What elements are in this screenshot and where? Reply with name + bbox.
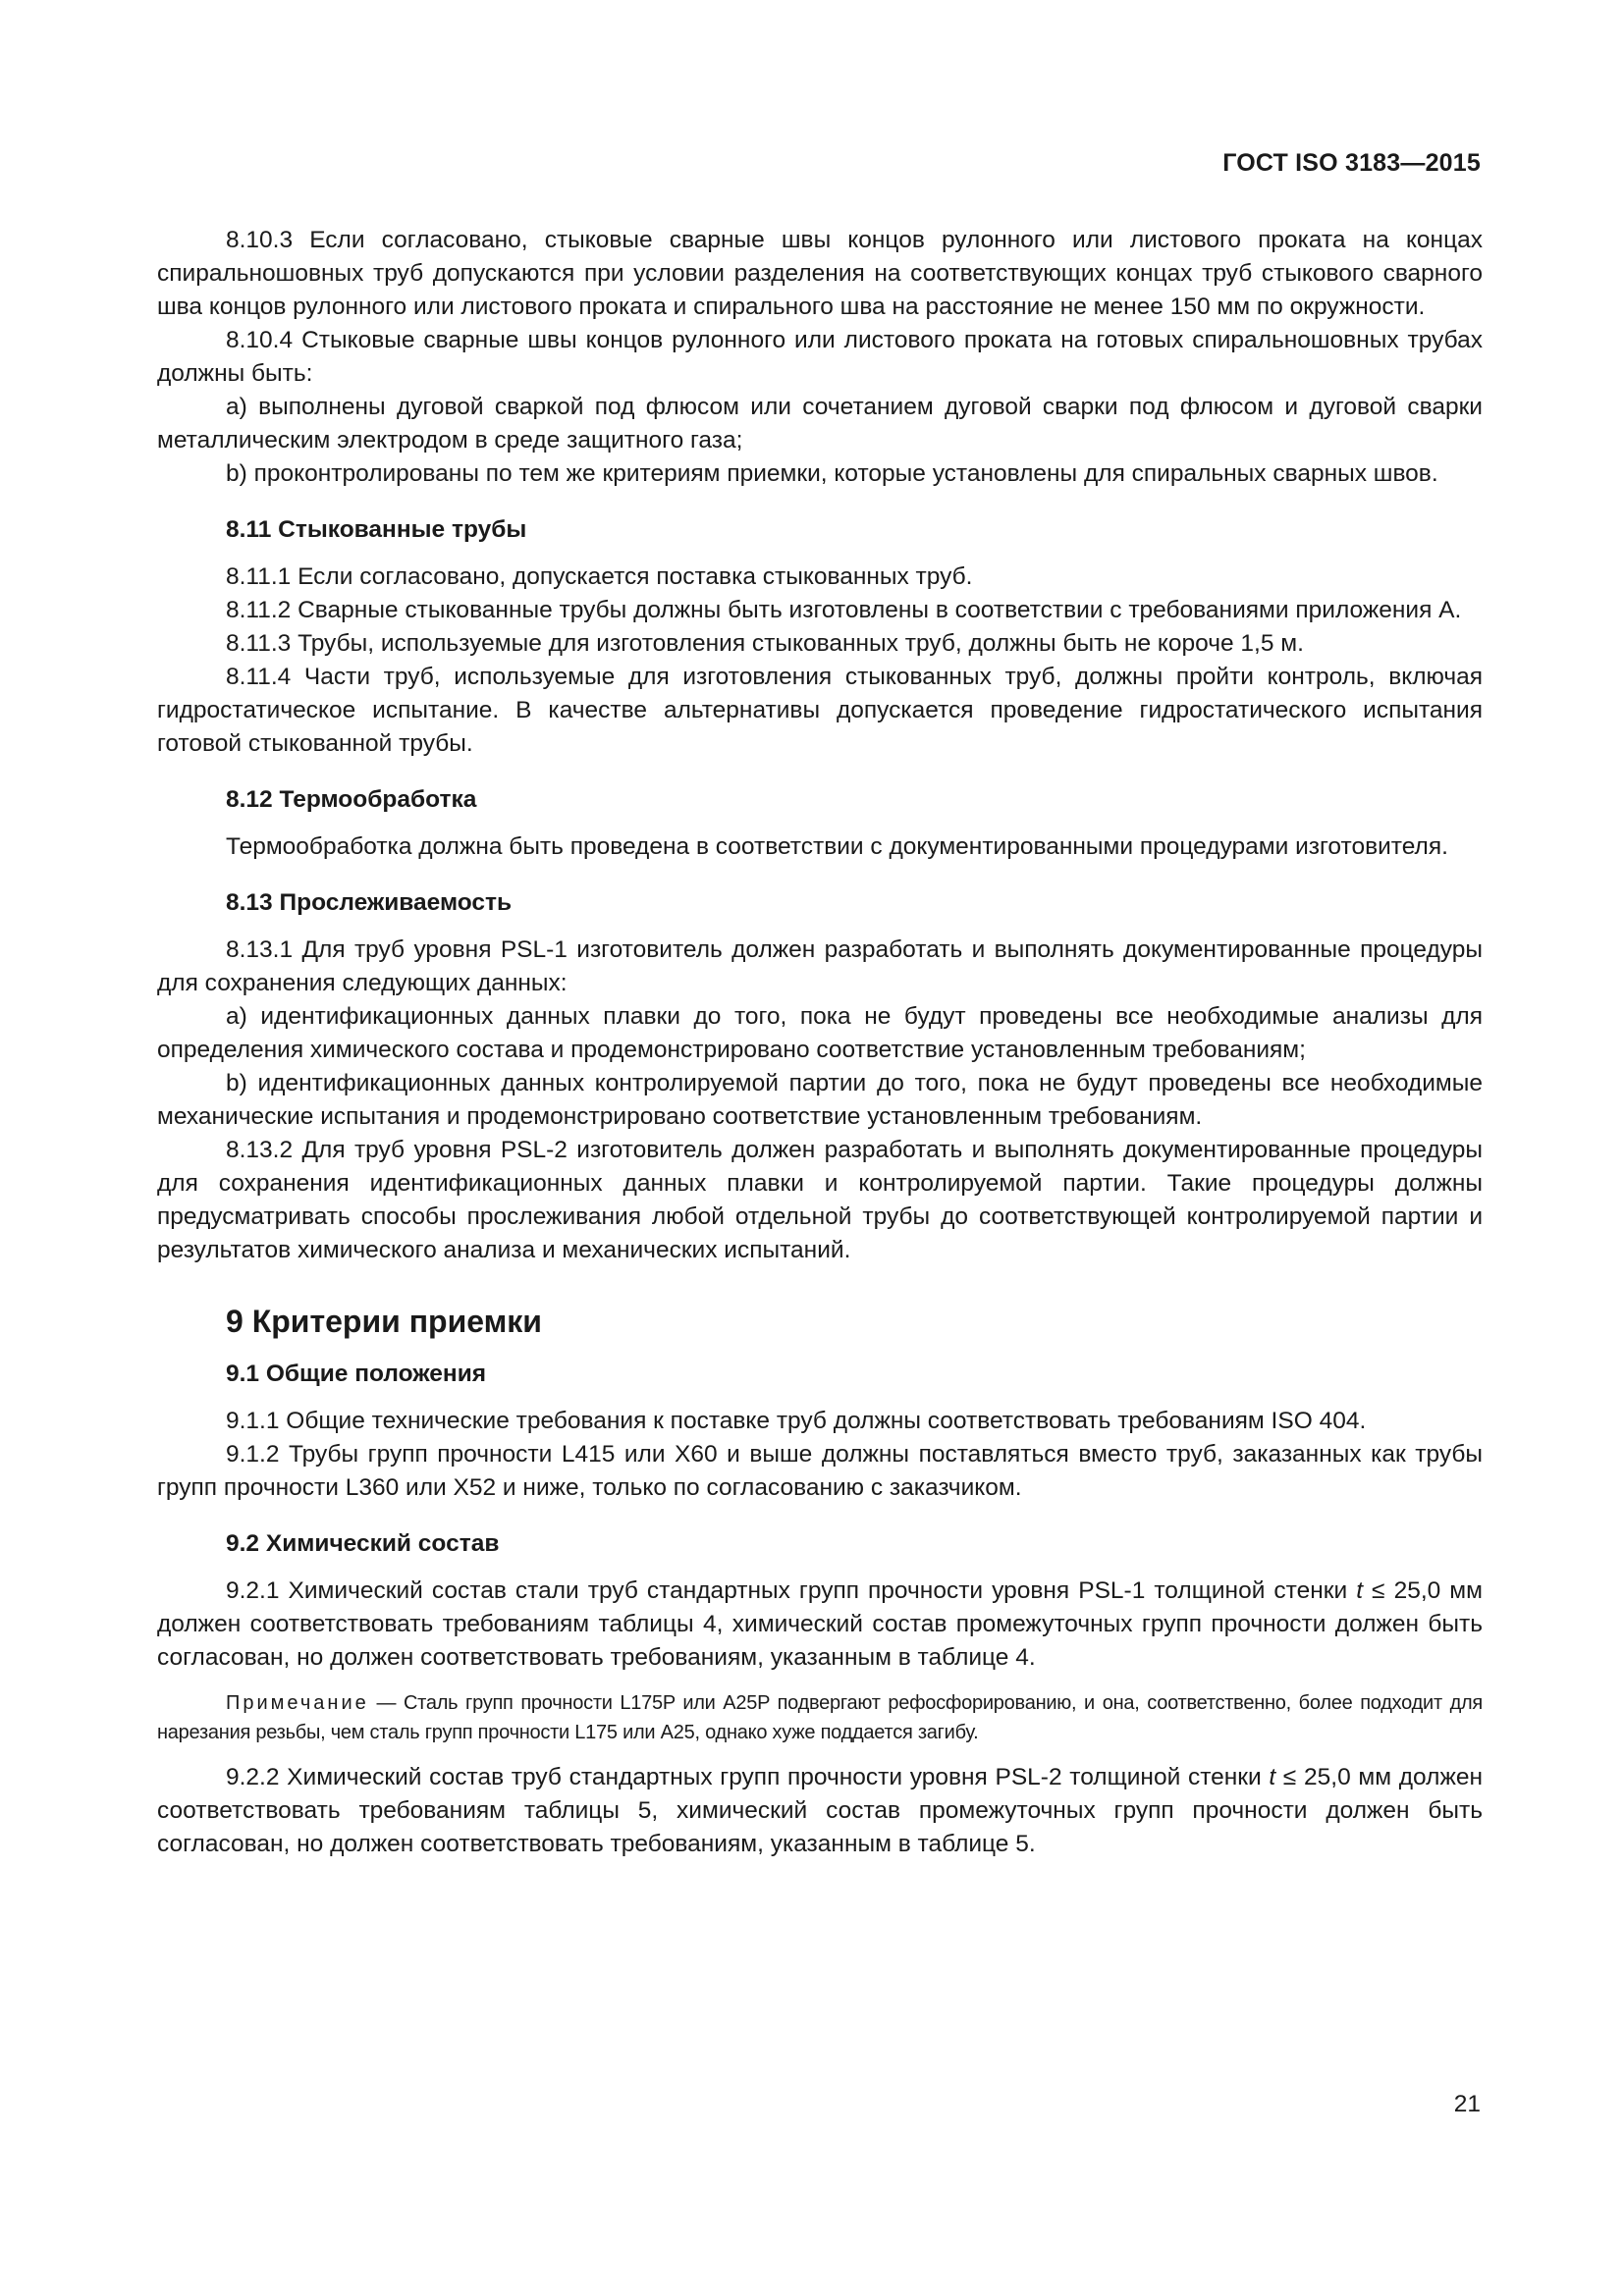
document-header: ГОСТ ISO 3183—2015 — [1222, 149, 1481, 177]
paragraph-8-11-2: 8.11.2 Сварные стыкованные трубы должны быть изготовлены в соответствии с требованиями приложения А. — [226, 597, 1462, 623]
section-heading-8-12: 8.12 Термообработка — [226, 786, 477, 813]
paragraph-9-2-1-end: ≤ 25,0 мм должен соответствовать требованиям таблицы 4, химический состав промежуточных групп прочности должен быть согласован, но должен соответствовать требованиям, указанным в таблице 4. — [157, 1577, 1483, 1671]
section-heading-8-13: 8.13 Прослеживаемость — [226, 889, 513, 916]
paragraph-9-2-2-end: ≤ 25,0 мм должен соответствовать требованиям таблицы 5, химический состав промежуточных групп прочности должен быть согласован, но должен соответствовать требованиям, указанным в таблице 5. — [157, 1764, 1483, 1857]
paragraph-8-11-4: 8.11.4 Части труб, используемые для изготовления стыкованных труб, должны пройти контроль, включая гидростатическое испытание. В качестве альтернативы допускается проведение гидростатического испытания готовой стыкованной трубы. — [157, 664, 1483, 757]
list-item-8-13-1-a: a) идентификационных данных плавки до того, пока не будут проведены все необходимые анализы для определения химического состава и продемонстрировано соответствие установленным требованиям; — [157, 1003, 1483, 1063]
thickness-variable: t — [1356, 1577, 1364, 1604]
paragraph-8-10-4: 8.10.4 Стыковые сварные швы концов рулонного или листового проката на готовых спиральношовных трубах должны быть: — [157, 327, 1483, 387]
list-item-8-10-4-b: b) проконтролированы по тем же критериям приемки, которые установлены для спиральных сварных швов. — [226, 460, 1438, 487]
paragraph-8-10-3: 8.10.3 Если согласовано, стыковые сварные швы концов рулонного или листового проката на концах спиральношовных труб допускаются при условии разделения на соответствующих концах труб стыкового сварного шва концов рулонного или листового проката и спирального шва на расстояние не менее 150 мм по окружности. — [157, 227, 1483, 320]
note-text: — Сталь групп прочности L175P или A25P подвергают рефосфорированию, и она, соответственно, более подходит для нарезания резьбы, чем сталь групп прочности L175 или A25, однако хуже поддается загибу. — [157, 1692, 1483, 1743]
paragraph-9-2-1 — [157, 1575, 1483, 1675]
paragraph-8-13-2: 8.13.2 Для труб уровня PSL-2 изготовитель должен разработать и выполнять документированные процедуры для сохранения идентификационных данных плавки и контролируемой партии. Такие процедуры должны предусматривать способы прослеживания любой отдельной трубы до соответствующей контролируемой партии и результатов химического анализа и механических испытаний. — [157, 1137, 1483, 1263]
thickness-variable: t — [1269, 1764, 1276, 1790]
paragraph-8-13-1: 8.13.1 Для труб уровня PSL-1 изготовитель должен разработать и выполнять документированные процедуры для сохранения следующих данных: — [157, 936, 1483, 996]
list-item-8-13-1-b: b) идентификационных данных контролируемой партии до того, пока не будут проведены все необходимые механические испытания и продемонстрировано соответствие установленным требованиям. — [157, 1070, 1483, 1130]
paragraph-9-2-2-start: 9.2.2 Химический состав труб стандартных групп прочности уровня PSL-2 толщиной стенки — [226, 1764, 1270, 1790]
paragraph-8-12: Термообработка должна быть проведена в соответствии с документированными процедурами изготовителя. — [226, 833, 1448, 860]
section-heading-9-2: 9.2 Химический состав — [226, 1530, 500, 1557]
paragraph-9-1-1: 9.1.1 Общие технические требования к поставке труб должны соответствовать требованиям ISO 404. — [226, 1408, 1367, 1434]
note-label: Примечание — [226, 1692, 369, 1714]
section-heading-8-11: 8.11 Стыкованные трубы — [226, 516, 527, 543]
paragraph-8-11-3: 8.11.3 Трубы, используемые для изготовления стыкованных труб, должны быть не короче 1,5 м. — [226, 630, 1304, 657]
section-heading-9-1: 9.1 Общие положения — [226, 1361, 487, 1387]
list-item-8-10-4-a: a) выполнены дуговой сваркой под флюсом или сочетанием дуговой сварки под флюсом и дуговой сварки металлическим электродом в среде защитного газа; — [157, 394, 1483, 454]
page-number: 21 — [1453, 2091, 1481, 2117]
document-body — [157, 224, 1483, 1861]
note — [157, 1688, 1483, 1747]
paragraph-9-2-2 — [157, 1761, 1483, 1861]
paragraph-9-1-2: 9.1.2 Трубы групп прочности L415 или X60 и выше должны поставляться вместо труб, заказанных как трубы групп прочности L360 или X52 и ниже, только по согласованию с заказчиком. — [157, 1441, 1483, 1501]
paragraph-9-2-1-start: 9.2.1 Химический состав стали труб стандартных групп прочности уровня PSL-1 толщиной стенки — [226, 1577, 1357, 1604]
chapter-heading-9: 9 Критерии приемки — [226, 1304, 542, 1339]
paragraph-8-11-1: 8.11.1 Если согласовано, допускается поставка стыкованных труб. — [226, 563, 973, 590]
